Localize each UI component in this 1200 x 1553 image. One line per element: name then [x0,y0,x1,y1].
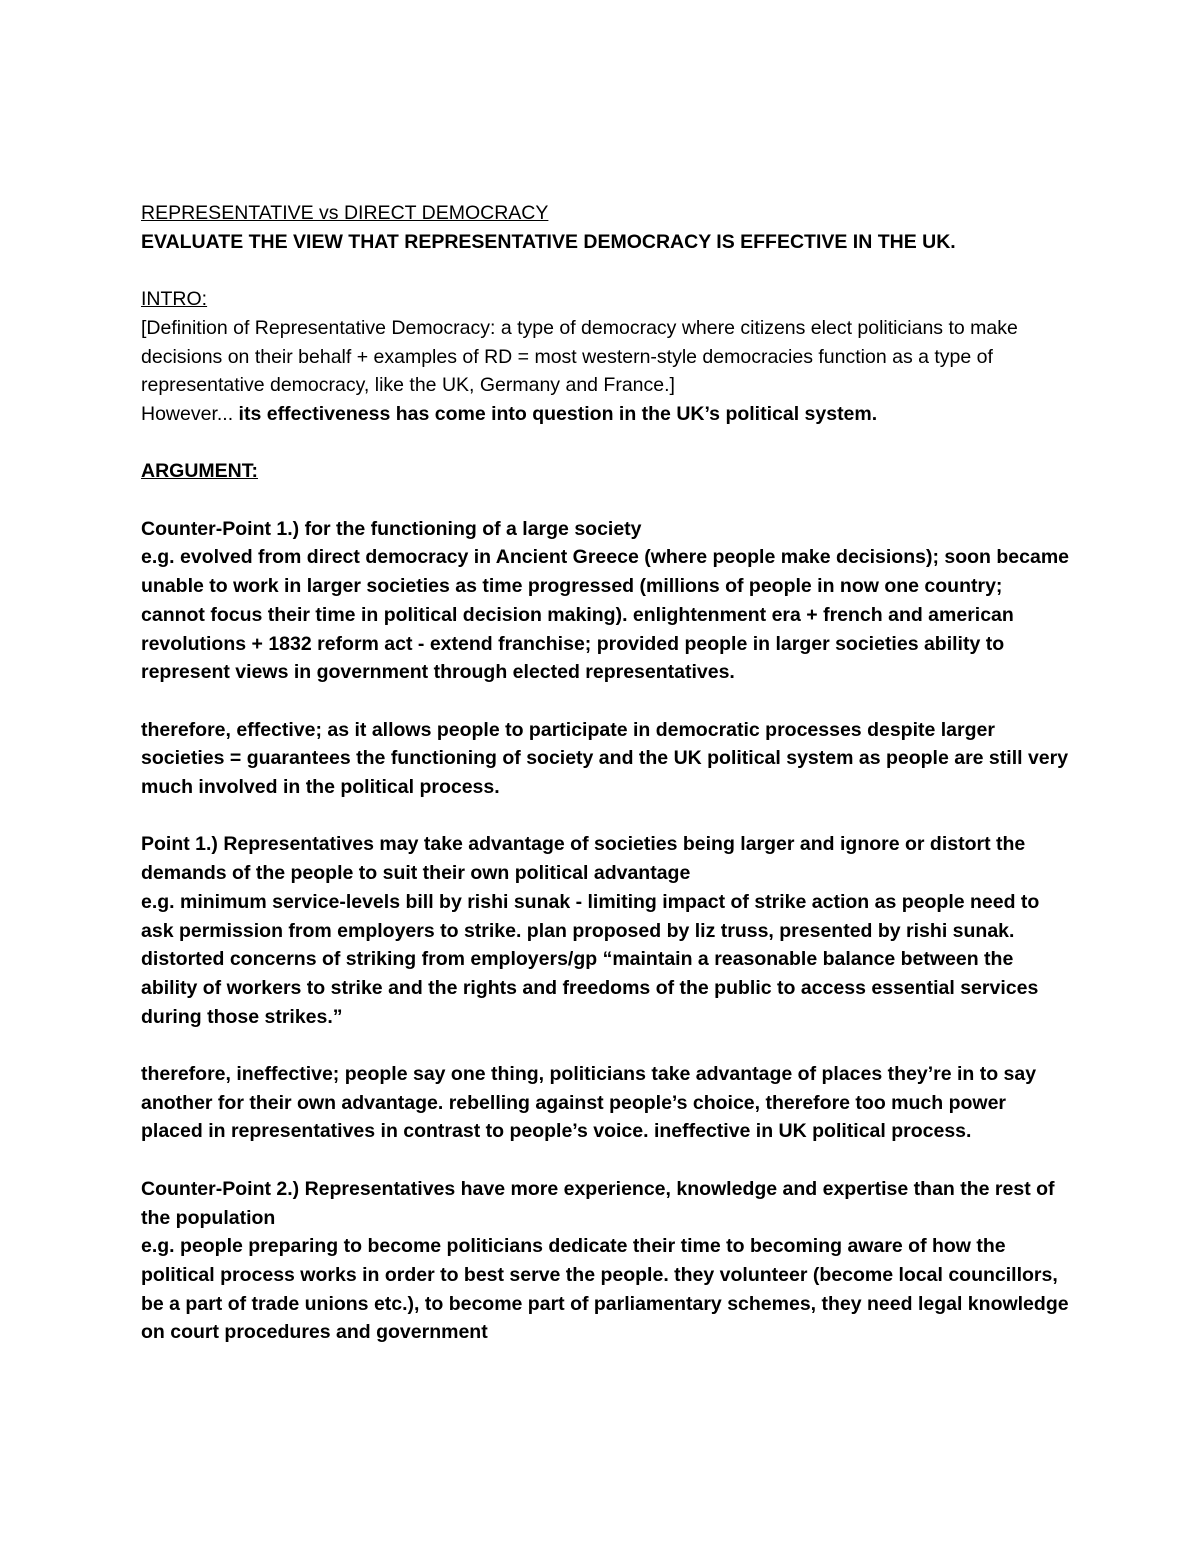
counter-point-1-example: e.g. evolved from direct democracy in Ancient Greece (where people make decisions); soon became unable to work in larger societies as time progressed (millions of people in now one country; cannot focus their time in political decision making). enlightenment era + french and american revolutions + 1832 reform act - extend franchise; provided people in larger societies ability to represent views in government through elected representatives. [141,546,1070,684]
blank-line [141,1146,1071,1175]
blank-line [141,256,1071,285]
counter-point-2-example: e.g. people preparing to become politicians dedicate their time to becoming aware of how the political process works in order to best serve the people. they volunteer (become local councillors, be a part of trade unions etc.), to become part of parliamentary schemes, they need legal knowledge on court procedures and government [141,1235,1069,1344]
essay-question: EVALUATE THE VIEW THAT REPRESENTATIVE DEMOCRACY IS EFFECTIVE IN THE UK. [141,230,956,253]
blank-line [141,429,1071,458]
counter-point-1 [141,515,1071,802]
point-1-title: Point 1.) Representatives may take advantage of societies being larger and ignore or distort the demands of the people to suit their own political advantage [141,833,1026,885]
however-prefix: However... [141,402,239,425]
counter-point-1-conclusion: therefore, effective; as it allows people to participate in democratic processes despite larger societies = guarantees the functioning of society and the UK political system as people are still very much involved in the political process. [141,718,1069,798]
argument-heading: ARGUMENT: [141,460,258,483]
intro-however [141,400,1071,429]
document-page [141,199,1071,1347]
blank-line [141,486,1071,515]
point-1-conclusion: therefore, ineffective; people say one thing, politicians take advantage of places they’re in to say another for their own advantage. rebelling against people’s choice, therefore too much power placed in representatives in contrast to people’s voice. ineffective in UK political process. [141,1063,1037,1143]
blank-line [141,687,1071,716]
however-bold: its effectiveness has come into question in the UK’s political system. [238,402,878,425]
intro-heading: INTRO: [141,288,208,311]
point-1-example: e.g. minimum service-levels bill by rishi sunak - limiting impact of strike action as people need to ask permission from employers to strike. plan proposed by liz truss, presented by rishi sunak. distorted concerns of striking from employers/gp “maintain a reasonable balance between the ability of workers to strike and the rights and freedoms of the public to access essential services during those strikes.” [141,890,1040,1028]
point-1 [141,830,1071,1146]
blank-line [141,802,1071,831]
topic-heading: REPRESENTATIVE vs DIRECT DEMOCRACY [141,202,549,224]
blank-line [141,1031,1071,1060]
intro-definition: [Definition of Representative Democracy: a type of democracy where citizens elect politicians to make decisions on their behalf + examples of RD = most western-style democracies function as a type of representative democracy, like the UK, Germany and France.] [141,316,1018,397]
counter-point-1-title: Counter-Point 1.) for the functioning of a large society [141,517,642,540]
counter-point-2 [141,1175,1071,1347]
counter-point-2-title: Counter-Point 2.) Representatives have more experience, knowledge and expertise than the rest of the population [141,1177,1055,1229]
